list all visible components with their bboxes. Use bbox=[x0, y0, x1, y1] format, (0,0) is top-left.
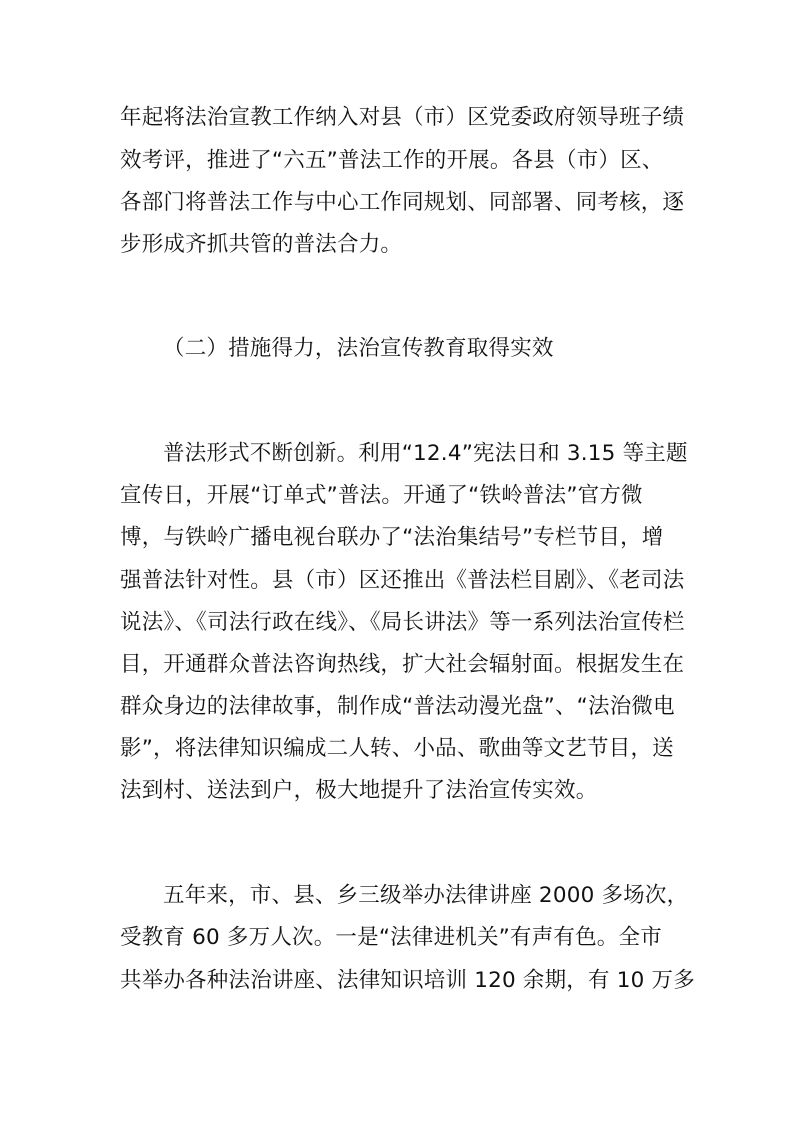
paragraph-3-line-3: 共举办各种法治讲座、法律知识培训 120 余期，有 10 万多 bbox=[120, 968, 695, 993]
paragraph-2-line-9: 法到村、送法到户，极大地提升了法治宣传实效。 bbox=[120, 778, 598, 803]
section-heading: （二）措施得力，法治宣传教育取得实效 bbox=[163, 336, 554, 361]
paragraph-3-line-1: 五年来，市、县、乡三级举办法律讲座 2000 多场次， bbox=[163, 883, 689, 908]
paragraph-2-line-1: 普法形式不断创新。利用“12.4”宪法日和 3.15 等主题 bbox=[163, 441, 688, 466]
paragraph-2-line-4: 强普法针对性。县（市）区还推出《普法栏目剧》、《老司法 bbox=[120, 568, 685, 593]
paragraph-2-line-8: 影”，将法律知识编成二人转、小品、歌曲等文艺节目，送 bbox=[120, 736, 674, 761]
paragraph-2-line-5: 说法》、《司法行政在线》、《局长讲法》等一系列法治宣传栏 bbox=[120, 610, 685, 635]
paragraph-3-line-2: 受教育 60 多万人次。一是“法律进机关”有声有色。全市 bbox=[120, 925, 662, 950]
paragraph-1-line-1: 年起将法治宣教工作纳入对县（市）区党委政府领导班子绩 bbox=[120, 105, 685, 130]
paragraph-2-line-7: 群众身边的法律故事，制作成“普法动漫光盘”、“法治微电 bbox=[120, 694, 675, 719]
paragraph-2-line-2: 宣传日，开展“订单式”普法。开通了“铁岭普法”官方微 bbox=[120, 483, 643, 508]
paragraph-1-line-4: 步形成齐抓共管的普法合力。 bbox=[120, 232, 403, 257]
paragraph-2-line-3: 博，与铁岭广播电视台联办了“法治集结号”专栏节目，增 bbox=[120, 525, 664, 550]
paragraph-1-line-2: 效考评，推进了“六五”普法工作的开展。各县（市）区、 bbox=[120, 148, 664, 173]
paragraph-2-line-6: 目，开通群众普法咨询热线，扩大社会辐射面。根据发生在 bbox=[120, 652, 685, 677]
paragraph-1-line-3: 各部门将普法工作与中心工作同规划、同部署、同考核，逐 bbox=[120, 190, 685, 215]
